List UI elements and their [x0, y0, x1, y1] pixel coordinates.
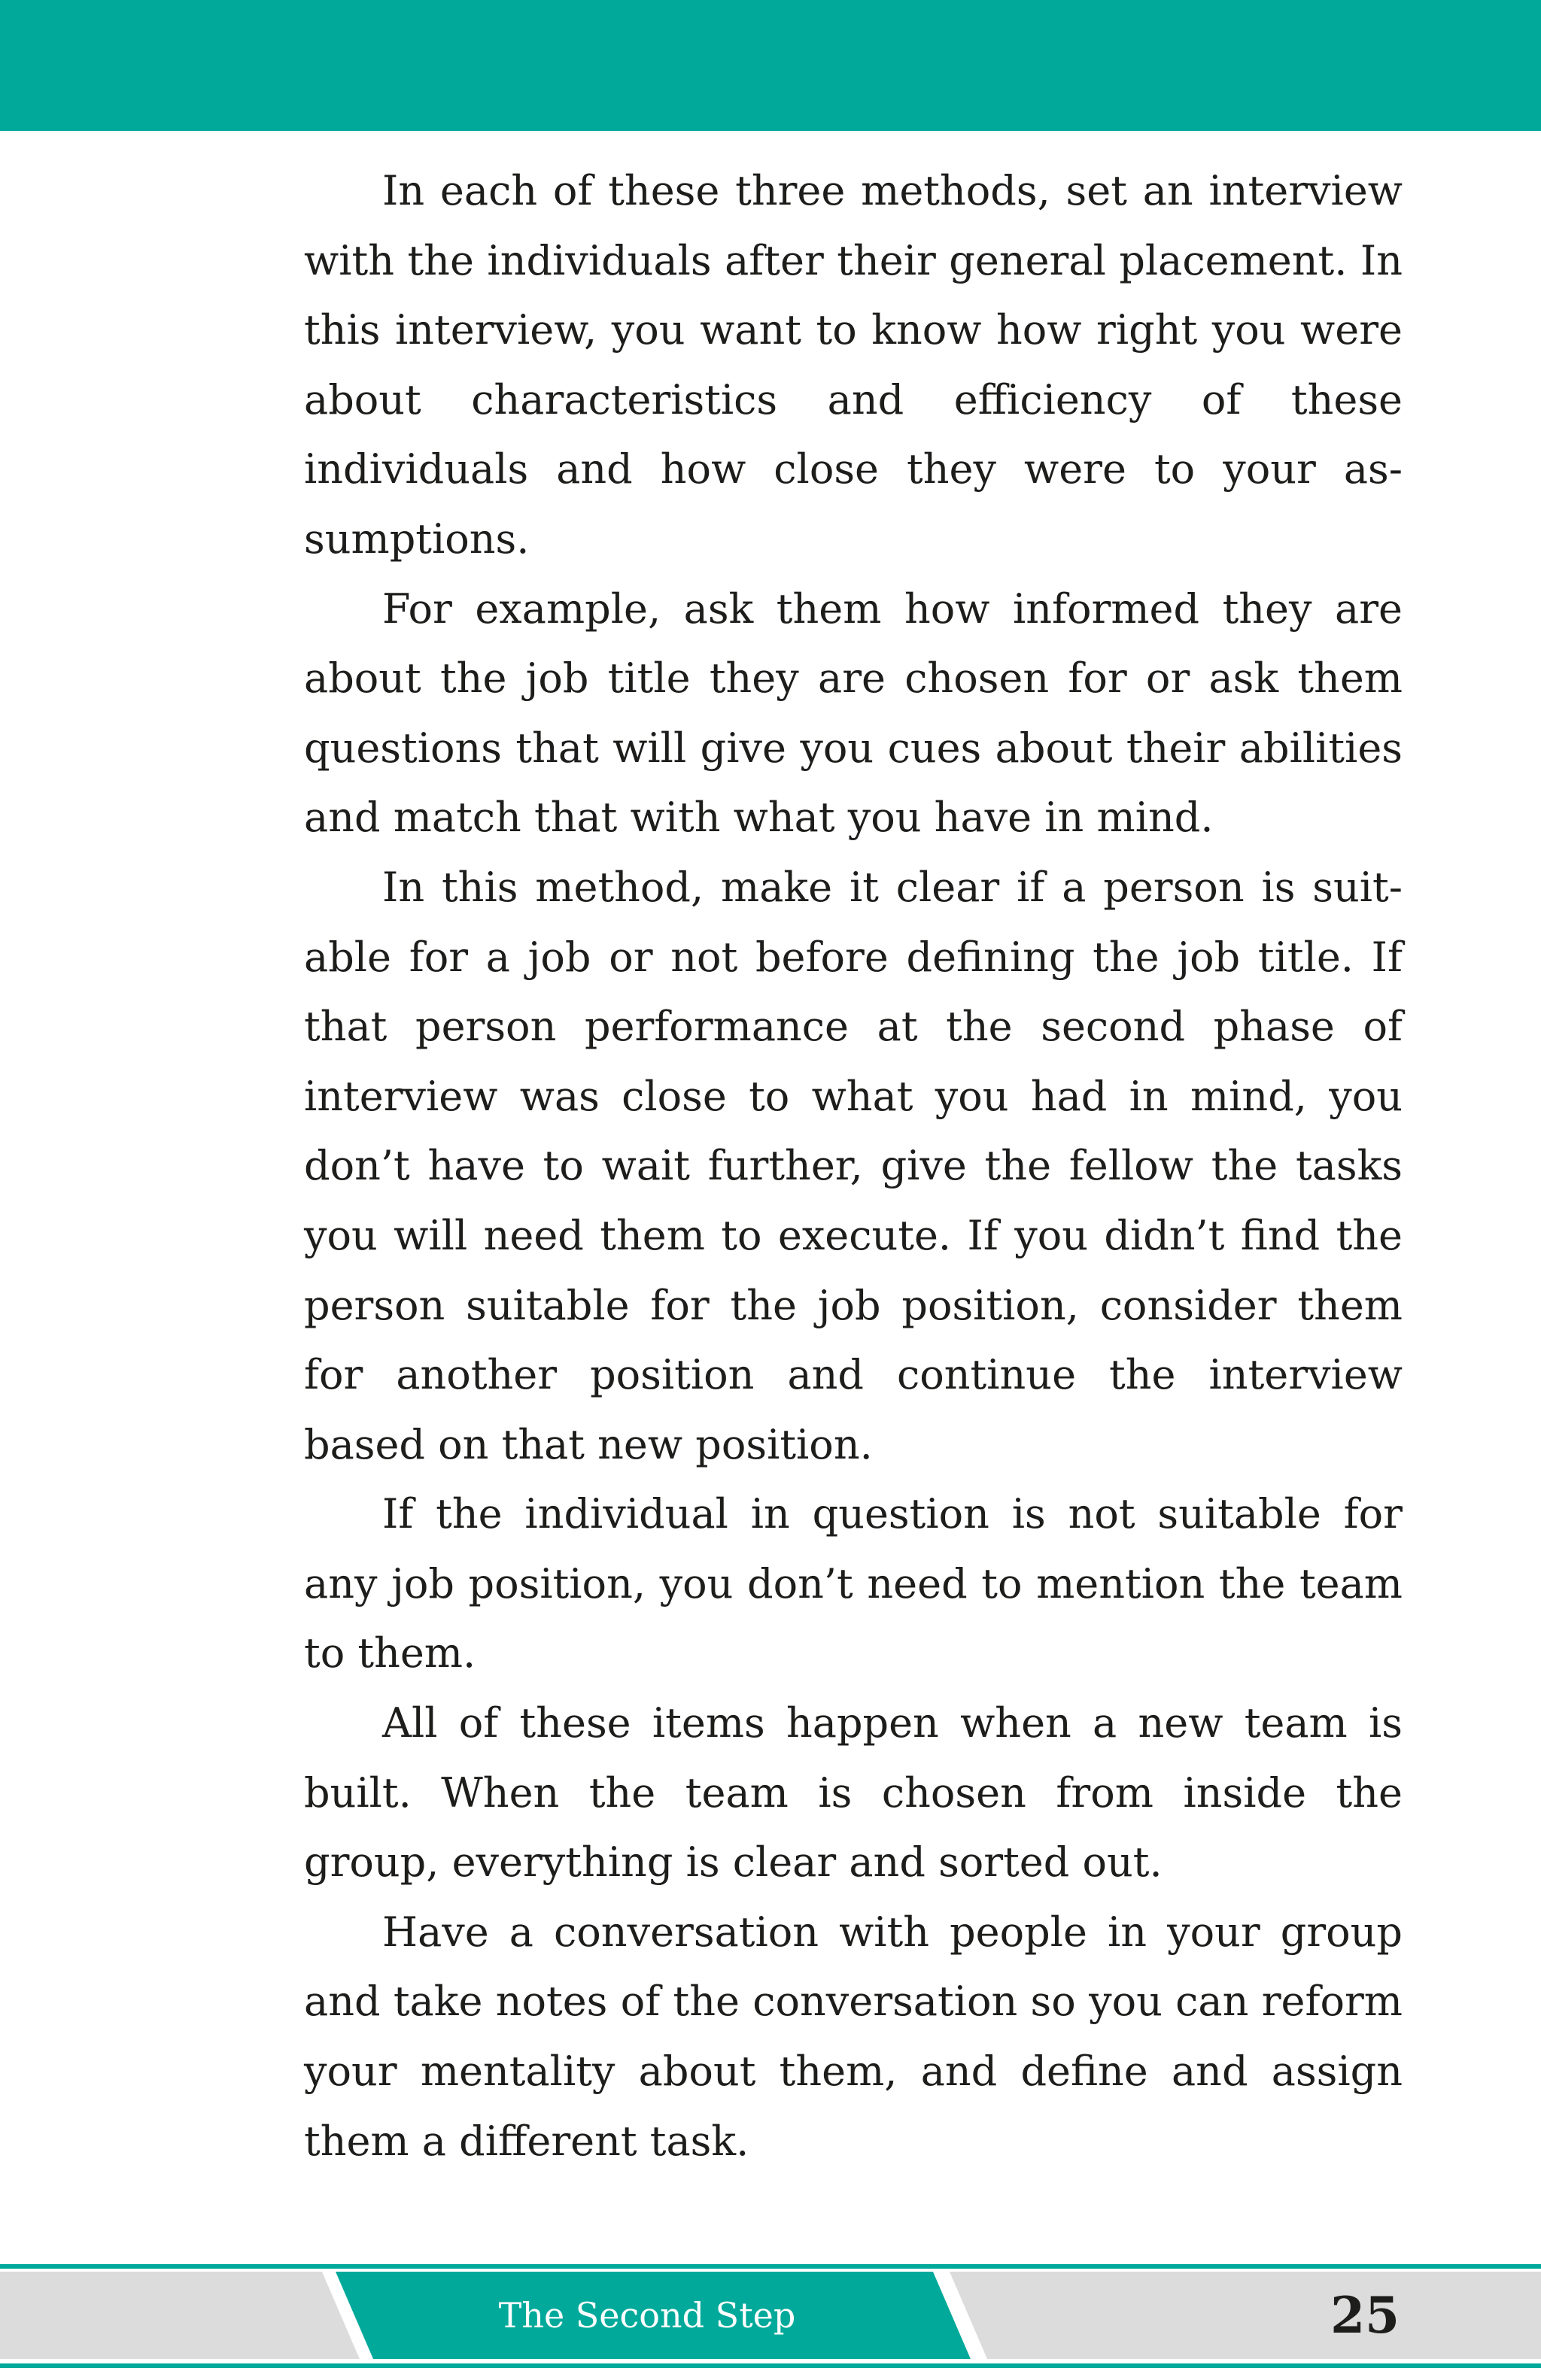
chapter-title: The Second Step	[498, 2295, 796, 2336]
paragraph: All of these items happen when a new team is built. When the team is chosen from inside the group, everything is clear and sorted out.	[304, 1699, 1403, 1887]
header-band	[0, 0, 1541, 131]
footer-rule-bottom	[0, 2363, 1541, 2368]
page-body	[304, 156, 1403, 2176]
paragraph: For example, ask them how informed they are about the job title they are chosen for or ask them questions that will give you cues about their abilities and match that with what you have in mind.	[304, 584, 1403, 842]
footer-right-panel	[950, 2272, 1541, 2359]
paragraph: In each of these three methods, set an interview with the individuals after their general placement. In this interview, you want to know how right you were about characteristics and efficiency of these individuals and how close they were to your assumptions.	[304, 167, 1403, 563]
footer-rule-top	[0, 2264, 1541, 2269]
paragraph: In this method, make it clear if a person is suitable for a job or not before defining the job title. If that person performance at the second phase of interview was close to what you had in mind, you don’t have to wait further, give the fellow the tasks you will need them to execute. If you didn’t find the person suitable for the job position, consider them for another position and continue the interview based on that new position.	[304, 863, 1403, 1468]
footer-left-panel	[0, 2272, 360, 2359]
page-number: 25	[1330, 2286, 1400, 2345]
paragraph: Have a conversation with people in your group and take notes of the conversation so you can reform your mentality about them, and define and assign them a different task.	[304, 1908, 1403, 2165]
paragraph: If the individual in question is not suitable for any job position, you don’t need to mention the team to them.	[304, 1490, 1403, 1677]
